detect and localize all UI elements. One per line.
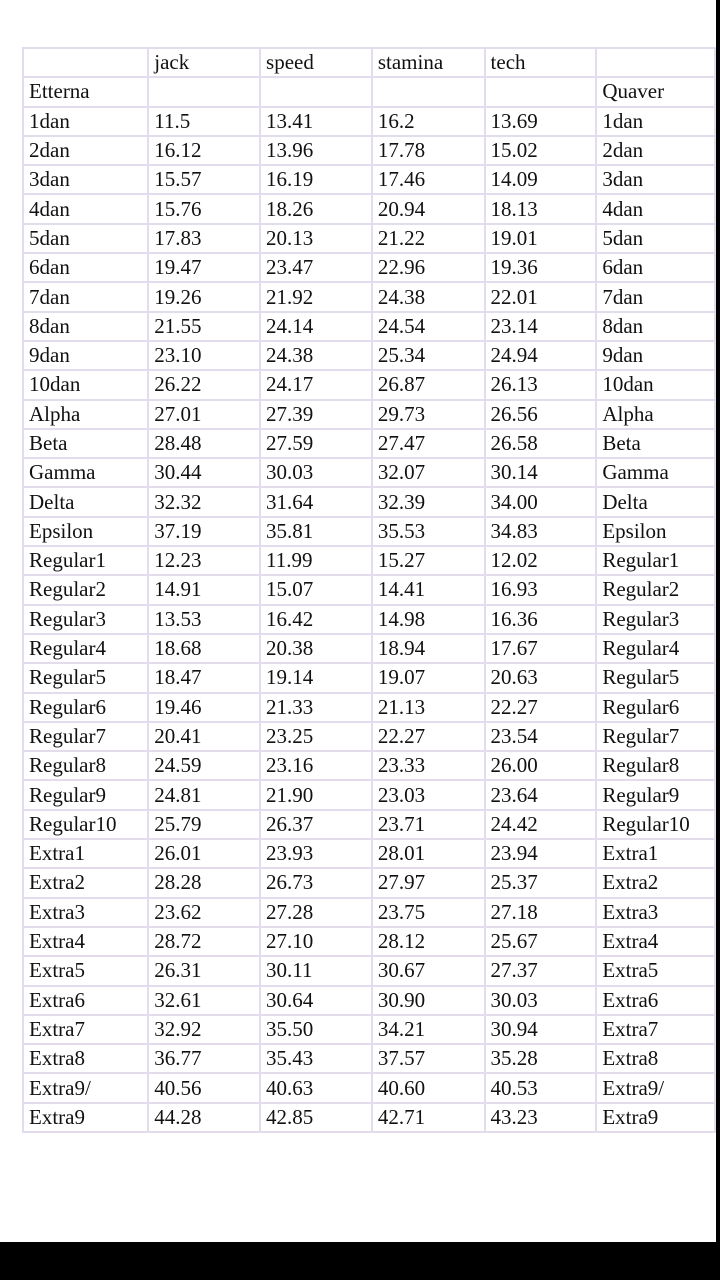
label-cell: Regular10 (596, 810, 715, 839)
value-cell: 20.41 (148, 722, 260, 751)
table-row (23, 487, 715, 516)
value-cell: 32.92 (148, 1015, 260, 1044)
label-cell: Regular8 (596, 751, 715, 780)
label-cell: Regular5 (23, 663, 148, 692)
value-cell: 27.01 (148, 400, 260, 429)
value-cell: 18.26 (260, 194, 372, 223)
value-cell: 16.36 (485, 605, 597, 634)
value-cell: 21.90 (260, 780, 372, 809)
label-cell: 5dan (596, 224, 715, 253)
label-cell: Regular4 (596, 634, 715, 663)
value-cell: 36.77 (148, 1044, 260, 1073)
label-cell: Delta (23, 487, 148, 516)
value-cell: 22.01 (485, 282, 597, 311)
label-cell: Regular4 (23, 634, 148, 663)
label-cell: Extra6 (23, 986, 148, 1015)
label-cell: 6dan (23, 253, 148, 282)
table-row (23, 868, 715, 897)
label-cell: 3dan (596, 165, 715, 194)
label-cell: Gamma (596, 458, 715, 487)
value-cell: 23.47 (260, 253, 372, 282)
label-cell: 3dan (23, 165, 148, 194)
label-cell: Regular7 (23, 722, 148, 751)
value-cell (485, 77, 597, 106)
label-cell: Epsilon (596, 517, 715, 546)
value-cell: 11.99 (260, 546, 372, 575)
label-cell: Extra8 (23, 1044, 148, 1073)
label-cell: Extra1 (596, 839, 715, 868)
label-cell: Regular1 (23, 546, 148, 575)
value-cell: 15.27 (372, 546, 485, 575)
label-cell: Extra7 (23, 1015, 148, 1044)
value-cell: 23.25 (260, 722, 372, 751)
value-cell: 14.98 (372, 605, 485, 634)
label-cell: Regular2 (596, 575, 715, 604)
label-cell: Alpha (596, 400, 715, 429)
label-cell: 2dan (23, 136, 148, 165)
table-row (23, 1044, 715, 1073)
table-row (23, 751, 715, 780)
value-cell: 40.60 (372, 1073, 485, 1102)
value-cell: 26.87 (372, 370, 485, 399)
label-cell: 4dan (23, 194, 148, 223)
value-cell: 22.27 (485, 693, 597, 722)
label-cell: 5dan (23, 224, 148, 253)
value-cell: 19.07 (372, 663, 485, 692)
value-cell: 16.19 (260, 165, 372, 194)
label-cell: Extra2 (23, 868, 148, 897)
table-row (23, 370, 715, 399)
value-cell: 29.73 (372, 400, 485, 429)
value-cell: 19.46 (148, 693, 260, 722)
label-cell: 8dan (596, 312, 715, 341)
label-cell: 7dan (596, 282, 715, 311)
value-cell: 27.39 (260, 400, 372, 429)
label-cell: 2dan (596, 136, 715, 165)
table-row (23, 605, 715, 634)
value-cell: 44.28 (148, 1103, 260, 1132)
value-cell: 21.13 (372, 693, 485, 722)
value-cell: 26.13 (485, 370, 597, 399)
value-cell: 26.01 (148, 839, 260, 868)
table-row (23, 341, 715, 370)
value-cell: 26.00 (485, 751, 597, 780)
value-cell: 24.38 (372, 282, 485, 311)
table-header-row (23, 48, 715, 77)
label-cell: Extra5 (23, 956, 148, 985)
value-cell: 19.26 (148, 282, 260, 311)
value-cell: 23.33 (372, 751, 485, 780)
value-cell: 30.94 (485, 1015, 597, 1044)
label-cell: 8dan (23, 312, 148, 341)
value-cell: 24.42 (485, 810, 597, 839)
value-cell (260, 77, 372, 106)
value-cell: 34.21 (372, 1015, 485, 1044)
table-row (23, 986, 715, 1015)
value-cell: 25.79 (148, 810, 260, 839)
value-cell: 30.03 (260, 458, 372, 487)
label-cell: Extra4 (596, 927, 715, 956)
label-cell: 10dan (596, 370, 715, 399)
label-cell: Beta (596, 429, 715, 458)
value-cell: 43.23 (485, 1103, 597, 1132)
label-cell: Extra9/ (596, 1073, 715, 1102)
value-cell: 26.37 (260, 810, 372, 839)
table-row (23, 458, 715, 487)
label-cell: Alpha (23, 400, 148, 429)
value-cell: 30.14 (485, 458, 597, 487)
label-cell: Regular9 (596, 780, 715, 809)
value-cell: 14.09 (485, 165, 597, 194)
value-cell: 18.13 (485, 194, 597, 223)
table-row (23, 634, 715, 663)
table-row (23, 312, 715, 341)
table-row (23, 400, 715, 429)
value-cell: 42.85 (260, 1103, 372, 1132)
table-row (23, 282, 715, 311)
value-cell: 34.00 (485, 487, 597, 516)
value-cell: 16.42 (260, 605, 372, 634)
value-cell: 27.97 (372, 868, 485, 897)
value-cell: 24.59 (148, 751, 260, 780)
value-cell: 26.73 (260, 868, 372, 897)
value-cell: 15.76 (148, 194, 260, 223)
label-cell: Extra8 (596, 1044, 715, 1073)
value-cell: 35.43 (260, 1044, 372, 1073)
value-cell: 23.71 (372, 810, 485, 839)
value-cell: 18.47 (148, 663, 260, 692)
value-cell: 17.67 (485, 634, 597, 663)
label-cell: 10dan (23, 370, 148, 399)
label-cell: Regular5 (596, 663, 715, 692)
label-cell: Regular7 (596, 722, 715, 751)
value-cell: 27.37 (485, 956, 597, 985)
label-cell: Regular3 (596, 605, 715, 634)
label-cell: Regular3 (23, 605, 148, 634)
value-cell: 21.92 (260, 282, 372, 311)
value-cell: 35.53 (372, 517, 485, 546)
label-cell: 9dan (596, 341, 715, 370)
label-cell: Regular9 (23, 780, 148, 809)
value-cell: 30.03 (485, 986, 597, 1015)
value-cell: 42.71 (372, 1103, 485, 1132)
header-cell (23, 48, 148, 77)
value-cell: 28.28 (148, 868, 260, 897)
value-cell: 15.02 (485, 136, 597, 165)
header-cell: tech (485, 48, 597, 77)
value-cell: 40.53 (485, 1073, 597, 1102)
header-cell: stamina (372, 48, 485, 77)
value-cell: 17.46 (372, 165, 485, 194)
value-cell: 32.39 (372, 487, 485, 516)
table-row (23, 839, 715, 868)
value-cell: 19.01 (485, 224, 597, 253)
value-cell: 12.02 (485, 546, 597, 575)
value-cell: 21.22 (372, 224, 485, 253)
table-row (23, 107, 715, 136)
value-cell: 23.16 (260, 751, 372, 780)
table-row (23, 1015, 715, 1044)
label-cell: Delta (596, 487, 715, 516)
value-cell: 35.81 (260, 517, 372, 546)
value-cell: 31.64 (260, 487, 372, 516)
value-cell: 35.28 (485, 1044, 597, 1073)
value-cell: 23.64 (485, 780, 597, 809)
value-cell: 27.18 (485, 898, 597, 927)
value-cell: 27.47 (372, 429, 485, 458)
value-cell: 37.19 (148, 517, 260, 546)
value-cell: 23.94 (485, 839, 597, 868)
table-row (23, 546, 715, 575)
label-cell: 9dan (23, 341, 148, 370)
value-cell: 24.94 (485, 341, 597, 370)
value-cell: 19.36 (485, 253, 597, 282)
label-cell: Extra3 (596, 898, 715, 927)
label-cell: Epsilon (23, 517, 148, 546)
label-cell: Regular10 (23, 810, 148, 839)
label-cell: Etterna (23, 77, 148, 106)
label-cell: 1dan (596, 107, 715, 136)
value-cell: 17.78 (372, 136, 485, 165)
label-cell: 1dan (23, 107, 148, 136)
label-cell: 6dan (596, 253, 715, 282)
label-cell: Regular8 (23, 751, 148, 780)
value-cell: 24.81 (148, 780, 260, 809)
label-cell: Extra1 (23, 839, 148, 868)
label-cell: Extra3 (23, 898, 148, 927)
value-cell: 30.90 (372, 986, 485, 1015)
value-cell: 16.12 (148, 136, 260, 165)
value-cell: 21.33 (260, 693, 372, 722)
bottom-bar (0, 1242, 720, 1280)
value-cell (372, 77, 485, 106)
table-row (23, 224, 715, 253)
table-row (23, 77, 715, 106)
table-row (23, 780, 715, 809)
value-cell: 27.28 (260, 898, 372, 927)
value-cell: 26.58 (485, 429, 597, 458)
value-cell: 32.61 (148, 986, 260, 1015)
value-cell: 28.48 (148, 429, 260, 458)
value-cell: 26.56 (485, 400, 597, 429)
value-cell: 20.13 (260, 224, 372, 253)
label-cell: Regular1 (596, 546, 715, 575)
value-cell: 25.37 (485, 868, 597, 897)
label-cell: Quaver (596, 77, 715, 106)
value-cell: 18.94 (372, 634, 485, 663)
value-cell: 30.44 (148, 458, 260, 487)
value-cell: 25.67 (485, 927, 597, 956)
value-cell: 26.22 (148, 370, 260, 399)
value-cell: 30.64 (260, 986, 372, 1015)
label-cell: Gamma (23, 458, 148, 487)
value-cell: 23.03 (372, 780, 485, 809)
value-cell: 13.53 (148, 605, 260, 634)
label-cell: Extra9 (23, 1103, 148, 1132)
value-cell: 35.50 (260, 1015, 372, 1044)
value-cell: 13.69 (485, 107, 597, 136)
value-cell: 16.93 (485, 575, 597, 604)
value-cell: 15.07 (260, 575, 372, 604)
value-cell: 28.01 (372, 839, 485, 868)
label-cell: 4dan (596, 194, 715, 223)
value-cell: 20.38 (260, 634, 372, 663)
value-cell: 17.83 (148, 224, 260, 253)
value-cell: 18.68 (148, 634, 260, 663)
table-row (23, 517, 715, 546)
table-row (23, 1103, 715, 1132)
table-row (23, 927, 715, 956)
label-cell: Extra5 (596, 956, 715, 985)
label-cell: Extra9 (596, 1103, 715, 1132)
value-cell: 26.31 (148, 956, 260, 985)
table-row (23, 810, 715, 839)
value-cell: 23.14 (485, 312, 597, 341)
value-cell: 32.07 (372, 458, 485, 487)
label-cell: Regular6 (596, 693, 715, 722)
value-cell: 23.75 (372, 898, 485, 927)
label-cell: Extra7 (596, 1015, 715, 1044)
difficulty-table (22, 47, 716, 1133)
table-row (23, 194, 715, 223)
table-row (23, 722, 715, 751)
header-cell: jack (148, 48, 260, 77)
value-cell: 23.93 (260, 839, 372, 868)
label-cell: Extra6 (596, 986, 715, 1015)
value-cell: 23.62 (148, 898, 260, 927)
value-cell: 20.94 (372, 194, 485, 223)
value-cell: 15.57 (148, 165, 260, 194)
value-cell: 24.17 (260, 370, 372, 399)
value-cell: 20.63 (485, 663, 597, 692)
value-cell: 14.41 (372, 575, 485, 604)
table-row (23, 693, 715, 722)
value-cell: 13.41 (260, 107, 372, 136)
value-cell: 21.55 (148, 312, 260, 341)
value-cell: 12.23 (148, 546, 260, 575)
value-cell: 19.47 (148, 253, 260, 282)
value-cell: 22.27 (372, 722, 485, 751)
table-row (23, 165, 715, 194)
value-cell: 27.59 (260, 429, 372, 458)
table-row (23, 429, 715, 458)
value-cell: 23.54 (485, 722, 597, 751)
table-row (23, 663, 715, 692)
value-cell: 14.91 (148, 575, 260, 604)
value-cell: 34.83 (485, 517, 597, 546)
value-cell: 22.96 (372, 253, 485, 282)
value-cell: 32.32 (148, 487, 260, 516)
value-cell: 25.34 (372, 341, 485, 370)
value-cell (148, 77, 260, 106)
screen-edge (716, 0, 720, 1242)
value-cell: 24.14 (260, 312, 372, 341)
value-cell: 16.2 (372, 107, 485, 136)
value-cell: 40.63 (260, 1073, 372, 1102)
table-row (23, 1073, 715, 1102)
header-cell (596, 48, 715, 77)
value-cell: 27.10 (260, 927, 372, 956)
label-cell: Extra4 (23, 927, 148, 956)
value-cell: 30.67 (372, 956, 485, 985)
value-cell: 28.12 (372, 927, 485, 956)
label-cell: Extra2 (596, 868, 715, 897)
value-cell: 13.96 (260, 136, 372, 165)
value-cell: 19.14 (260, 663, 372, 692)
value-cell: 28.72 (148, 927, 260, 956)
value-cell: 24.54 (372, 312, 485, 341)
table-row (23, 136, 715, 165)
table-row (23, 575, 715, 604)
header-cell: speed (260, 48, 372, 77)
value-cell: 30.11 (260, 956, 372, 985)
label-cell: 7dan (23, 282, 148, 311)
value-cell: 24.38 (260, 341, 372, 370)
label-cell: Extra9/ (23, 1073, 148, 1102)
label-cell: Beta (23, 429, 148, 458)
value-cell: 23.10 (148, 341, 260, 370)
table-row (23, 956, 715, 985)
value-cell: 40.56 (148, 1073, 260, 1102)
table-row (23, 253, 715, 282)
value-cell: 11.5 (148, 107, 260, 136)
label-cell: Regular6 (23, 693, 148, 722)
label-cell: Regular2 (23, 575, 148, 604)
value-cell: 37.57 (372, 1044, 485, 1073)
table-row (23, 898, 715, 927)
